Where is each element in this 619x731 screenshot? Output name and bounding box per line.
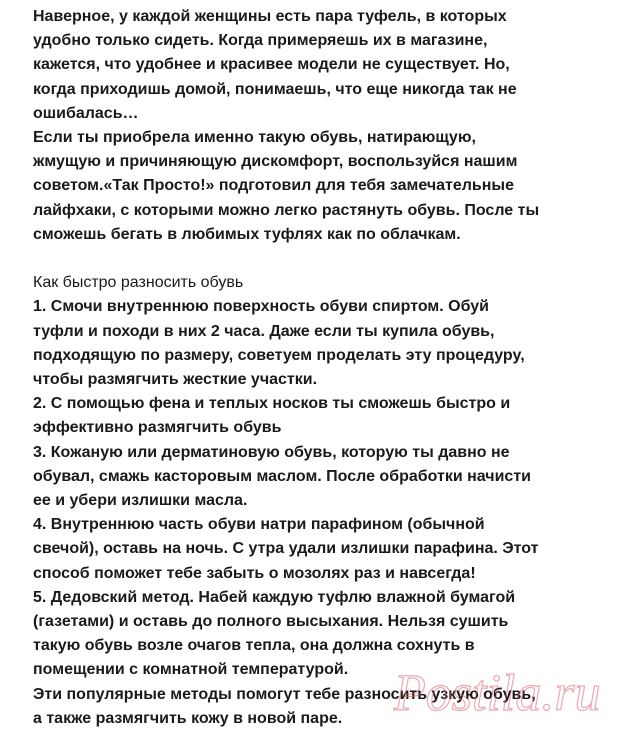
body-line: эффективно размягчить обувь — [33, 419, 282, 437]
intro-line: Наверное, у каждой женщины есть пара туфель, в которых — [33, 8, 507, 25]
body-line: помещении с комнатной температурой. — [33, 661, 349, 679]
intro-line: удобно только сидеть. Когда примеряешь их в магазине, — [33, 32, 488, 50]
body-line: способ поможет тебе забыть о мозолях раз и навсегда! — [33, 564, 476, 582]
body-line: 3. Кожаную или дерматиновую обувь, которую ты давно не — [33, 443, 510, 461]
body-line: чтобы размягчить жесткие участки. — [33, 371, 318, 389]
body-line: 5. Дедовский метод. Набей каждую туфлю влажной бумагой — [33, 588, 516, 606]
paragraph-spacer — [33, 247, 613, 271]
article-text — [33, 5, 613, 731]
body-line: свечой), оставь на ночь. С утра удали излишки парафина. Этот — [33, 540, 539, 558]
body-line: Эти популярные методы помогут тебе разносить узкую обувь, — [33, 685, 536, 703]
intro-line: Если ты приобрела именно такую обувь, натирающую, — [33, 129, 476, 147]
intro-line: советом.«Так Просто!» подготовил для тебя замечательные — [33, 177, 514, 195]
intro-line: сможешь бегать в любимых туфлях как по облачкам. — [33, 225, 461, 243]
intro-line: ошибалась… — [33, 104, 139, 122]
intro-line: лайфхаки, с которыми можно легко растянуть обувь. После ты — [33, 201, 540, 219]
intro-line: когда приходишь домой, понимаешь, что еще никогда так не — [33, 80, 517, 98]
intro-line: кажется, что удобнее и красивее модели не существует. Но, — [33, 56, 510, 74]
section-heading: Как быстро разносить обувь — [33, 274, 244, 292]
body-line: обувал, смажь касторовым маслом. После обработки начисти — [33, 467, 531, 485]
body-line: 1. Смочи внутреннюю поверхность обуви спиртом. Обуй — [33, 298, 489, 316]
body-line: такую обувь возле очагов тепла, она должна сохнуть в — [33, 637, 475, 655]
body-line: подходящую по размеру, советуем проделать эту процедуру, — [33, 346, 525, 364]
body-line: ее и убери излишки масла. — [33, 492, 248, 510]
body-line: (газетами) и оставь до полного высыхания. Нельзя сушить — [33, 613, 509, 631]
body-line: а также размягчить кожу в новой паре. — [33, 709, 343, 727]
intro-line: жмущую и причиняющую дискомфорт, воспользуйся нашим — [33, 153, 518, 171]
body-line: туфли и походи в них 2 часа. Даже если ты купила обувь, — [33, 322, 495, 340]
body-line: 2. С помощью фена и теплых носков ты сможешь быстро и — [33, 395, 511, 413]
body-line: 4. Внутреннюю часть обуви натри парафином (обычной — [33, 516, 485, 534]
watermark-text: Postila.ru — [394, 665, 601, 722]
